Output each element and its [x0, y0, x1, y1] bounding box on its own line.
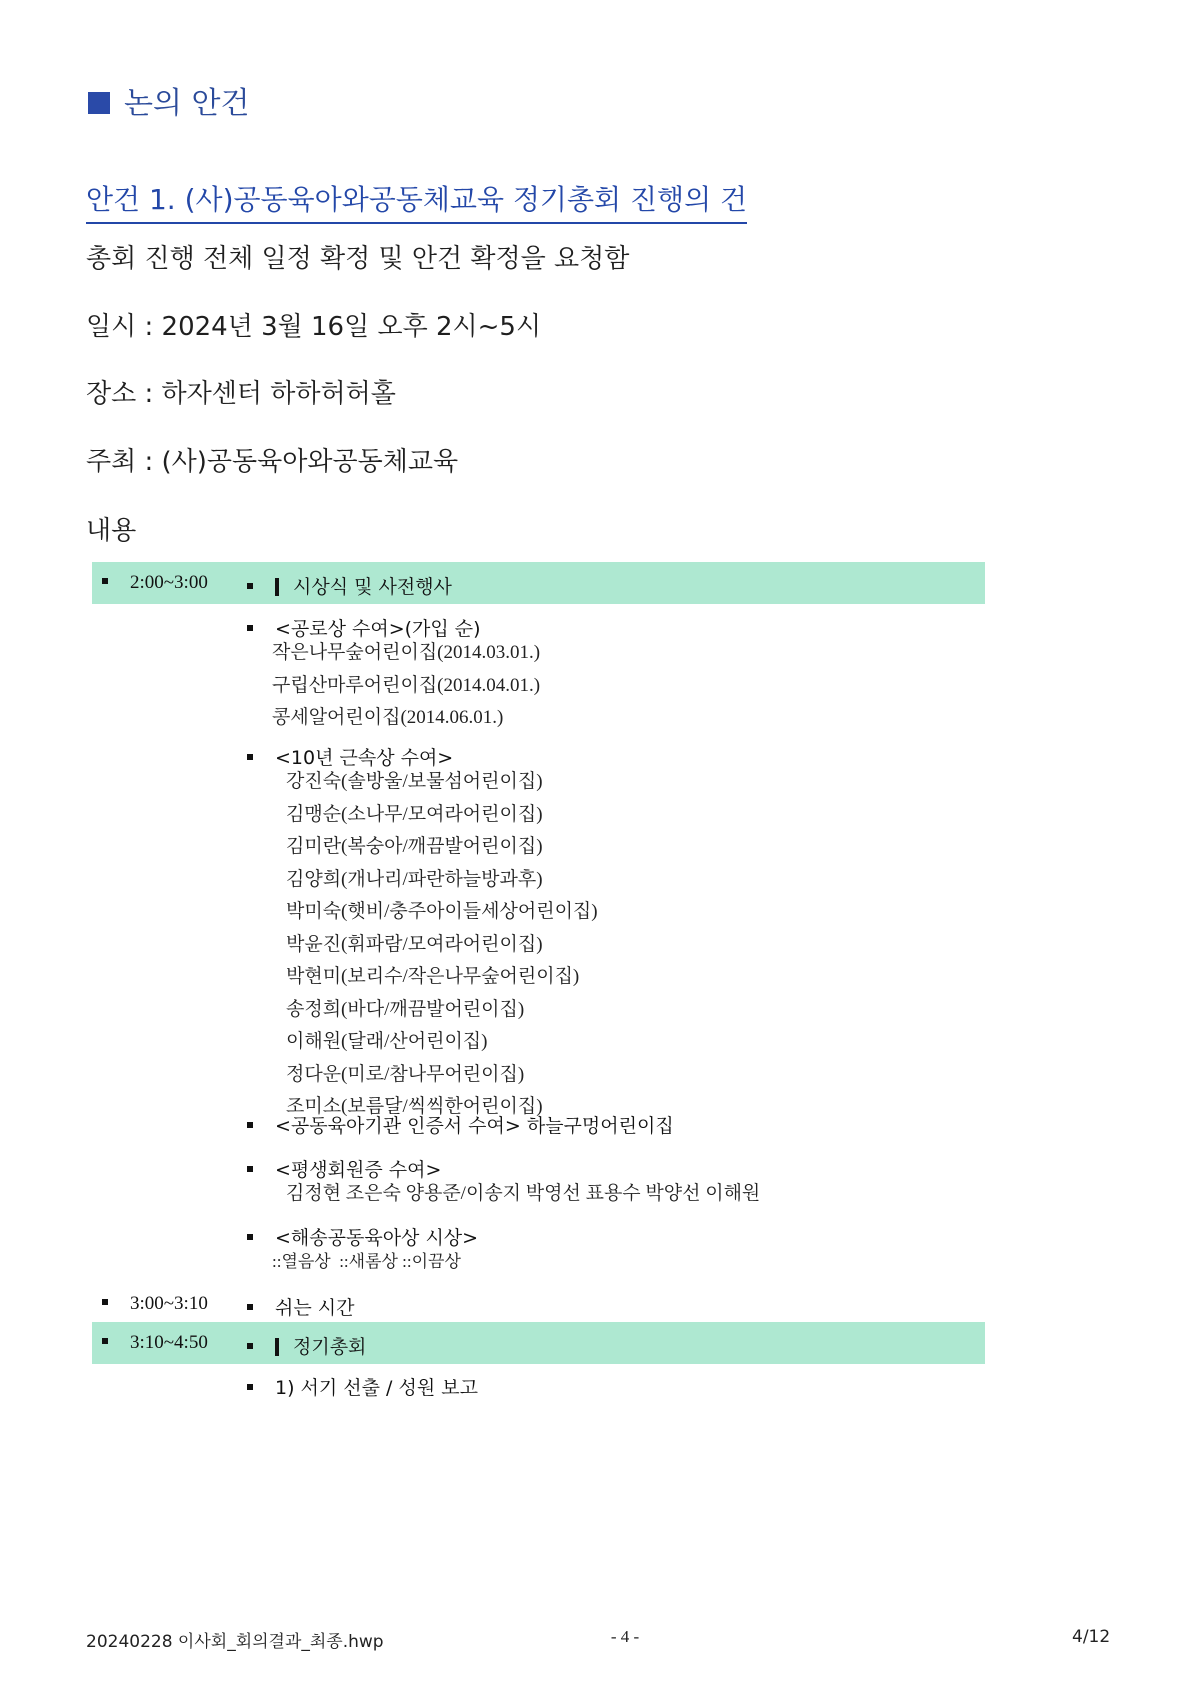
list-item: 송정희(바다/깨끔발어린이집) — [286, 998, 525, 1020]
awards-10yr-label: <10년 근속상 수여> — [247, 743, 453, 770]
schedule-title-2: 정기총회 — [247, 1332, 366, 1359]
bullet-icon — [102, 1299, 108, 1305]
bullet-icon — [247, 1343, 253, 1349]
schedule-band-1 — [92, 562, 985, 604]
venue-paragraph: 장소 : 하자센터 하하허허홀 — [86, 379, 396, 409]
bullet-icon — [247, 1234, 253, 1240]
schedule-time-2: 3:10~4:50 — [102, 1332, 208, 1354]
list-item: 박미숙(햇비/충주아이들세상어린이집) — [286, 901, 598, 922]
section-title-text: 논의 안건 — [124, 86, 250, 121]
list-item: 박현미(보리수/작은나무숲어린이집) — [286, 966, 580, 987]
bar-icon — [275, 1338, 279, 1356]
list-item: 콩세알어린이집(2014.06.01.) — [272, 707, 504, 728]
haesong-label: <해송공동육아상 시상> — [247, 1223, 478, 1250]
datetime-paragraph: 일시 : 2024년 3월 16일 오후 2시~5시 — [86, 312, 542, 342]
footer-page-count: 4/12 — [1072, 1627, 1111, 1647]
list-item: 이해원(달래/산어린이집) — [286, 1031, 488, 1052]
bullet-icon — [247, 1384, 253, 1390]
list-item: 강진숙(솔방울/보물섬어린이집) — [286, 771, 543, 792]
lifetime-label: <평생회원증 수여> — [247, 1155, 441, 1182]
haesong-names: ::열음상 ::새롬상 ::이끔상 — [272, 1252, 461, 1271]
bar-icon — [275, 578, 279, 596]
block2-item-1: 1) 서기 선출 / 성원 보고 — [247, 1373, 478, 1400]
awards-join-list — [272, 637, 540, 735]
bullet-icon — [102, 578, 108, 584]
list-item: 김양희(개나리/파란하늘방과후) — [286, 868, 543, 890]
schedule-band-2 — [92, 1322, 985, 1364]
list-item: 구립산마루어린이집(2014.04.01.) — [272, 674, 541, 696]
bullet-icon — [102, 1338, 108, 1344]
awards-join-label: <공로상 수여>(가입 순) — [247, 614, 481, 641]
certificate-item: <공동육아기관 인증서 수여> 하늘구멍어린이집 — [247, 1111, 674, 1138]
schedule-title-break: 쉬는 시간 — [247, 1293, 354, 1320]
footer-page-number: - 4 - — [610, 1627, 640, 1646]
schedule-time-break: 3:00~3:10 — [102, 1293, 208, 1315]
section-title — [88, 78, 249, 122]
bullet-icon — [247, 754, 253, 760]
list-item: 김미란(복숭아/깨끔발어린이집) — [286, 836, 543, 857]
blue-square-icon — [88, 92, 110, 114]
request-paragraph: 총회 진행 전체 일정 확정 및 안건 확정을 요청함 — [86, 244, 630, 274]
awards-10yr-list — [286, 766, 598, 1124]
bullet-icon — [247, 583, 253, 589]
bullet-icon — [247, 1122, 253, 1128]
bullet-icon — [247, 1304, 253, 1310]
bullet-icon — [247, 625, 253, 631]
list-item: 정다운(미로/참나무어린이집) — [286, 1063, 525, 1085]
contents-label: 내용 — [86, 516, 137, 546]
list-item: 박윤진(휘파람/모여라어린이집) — [286, 933, 543, 955]
list-item: 김맹순(소나무/모여라어린이집) — [286, 803, 543, 825]
list-item: 조미소(보름달/씩씩한어린이집) — [286, 1096, 543, 1117]
schedule-title-1: 시상식 및 사전행사 — [247, 572, 452, 599]
agenda-title: 안건 1. (사)공동육아와공동체교육 정기총회 진행의 건 — [86, 178, 747, 224]
bullet-icon — [247, 1166, 253, 1172]
lifetime-names: 김정현 조은숙 양용준/이송지 박영선 표용수 박양선 이해원 — [286, 1183, 761, 1204]
list-item: 작은나무숲어린이집(2014.03.01.) — [272, 642, 541, 663]
schedule-time-1: 2:00~3:00 — [102, 572, 208, 594]
host-paragraph: 주최 : (사)공동육아와공동체교육 — [86, 447, 459, 477]
footer-filename: 20240228 이사회_회의결과_최종.hwp — [86, 1632, 384, 1652]
